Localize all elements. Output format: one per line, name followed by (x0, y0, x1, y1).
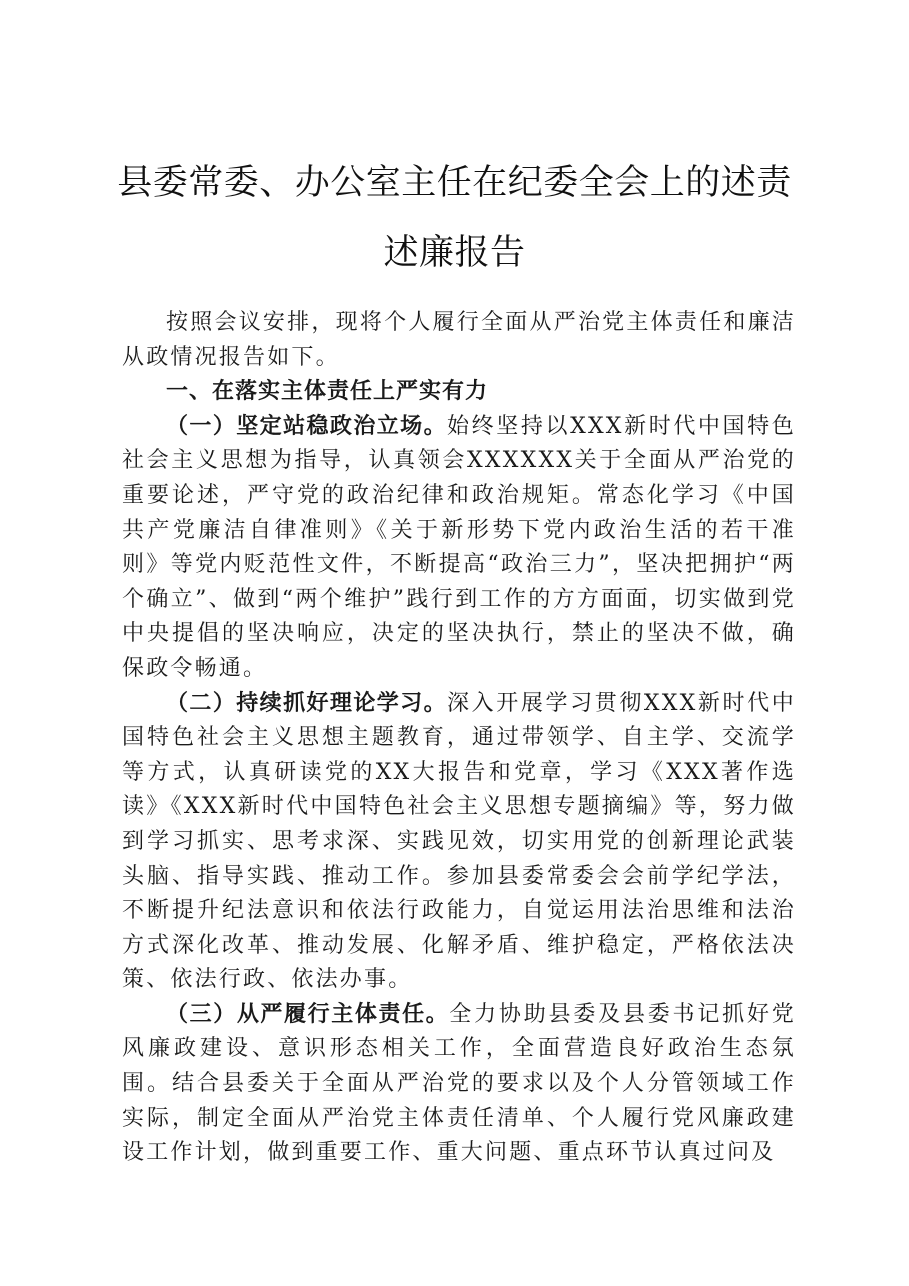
intro-paragraph: 按照会议安排，现将个人履行全面从严治党主体责任和廉洁从政情况报告如下。 (122, 310, 796, 370)
paragraph-item-3 (122, 998, 796, 1171)
paragraph-lead: （二）持续抓好理论学习。 (166, 690, 447, 716)
section-heading: 一、在落实主体责任上严实有力 (166, 379, 489, 405)
document-body (122, 306, 796, 1171)
paragraph-item-2 (122, 687, 796, 998)
paragraph-lead: （三）从严履行主体责任。 (166, 1001, 450, 1027)
paragraph-lead: （一）坚定站稳政治立场。 (166, 413, 447, 439)
paragraph-text: 全力协助县委及县委书记抓好党风廉政建设、意识形态相关工作，全面营造良好政治生态氛围。结合县委关于全面从严治党的要求以及个人分管领域工作实际，制定全面从严治党主体责任清单、个人履行党风廉政建设工作计划，做到重要工作、重大问题、重点环节认真过问及 (122, 1001, 796, 1166)
document-title: 县委常委、办公室主任在纪委全会上的述责述廉报告 (117, 163, 792, 273)
paragraph-text: 深入开展学习贯彻XXX新时代中国特色社会主义思想主题教育，通过带领学、自主学、交流学等方式，认真研读党的XX大报告和党章，学习《XXX著作选读》《XXX新时代中国特色社会主义思想专题摘编》等，努力做到学习抓实、思考求深、实践见效，切实用党的创新理论武装头脑、指导实践、推动工作。参加县委常委会会前学纪学法，不断提升纪法意识和依法行政能力，自觉运用法治思维和法治方式深化改革、推动发展、化解矛盾、维护稳定，严格依法决策、依法行政、依法办事。 (122, 690, 796, 993)
paragraph-text: 始终坚持以XXX新时代中国特色社会主义思想为指导，认真领会XXXXXX关于全面从严治党的重要论述，严守党的政治纪律和政治规矩。常态化学习《中国共产党廉洁自律准则》《关于新形势下党内政治生活的若干准则》等党内贬范性文件，不断提高“政治三力”，坚决把拥护“两个确立”、做到“两个维护”践行到工作的方方面面，切实做到党中央提倡的坚决响应，决定的坚决执行，禁止的坚决不做，确保政令畅通。 (122, 413, 796, 681)
paragraph-item-1 (122, 410, 796, 687)
